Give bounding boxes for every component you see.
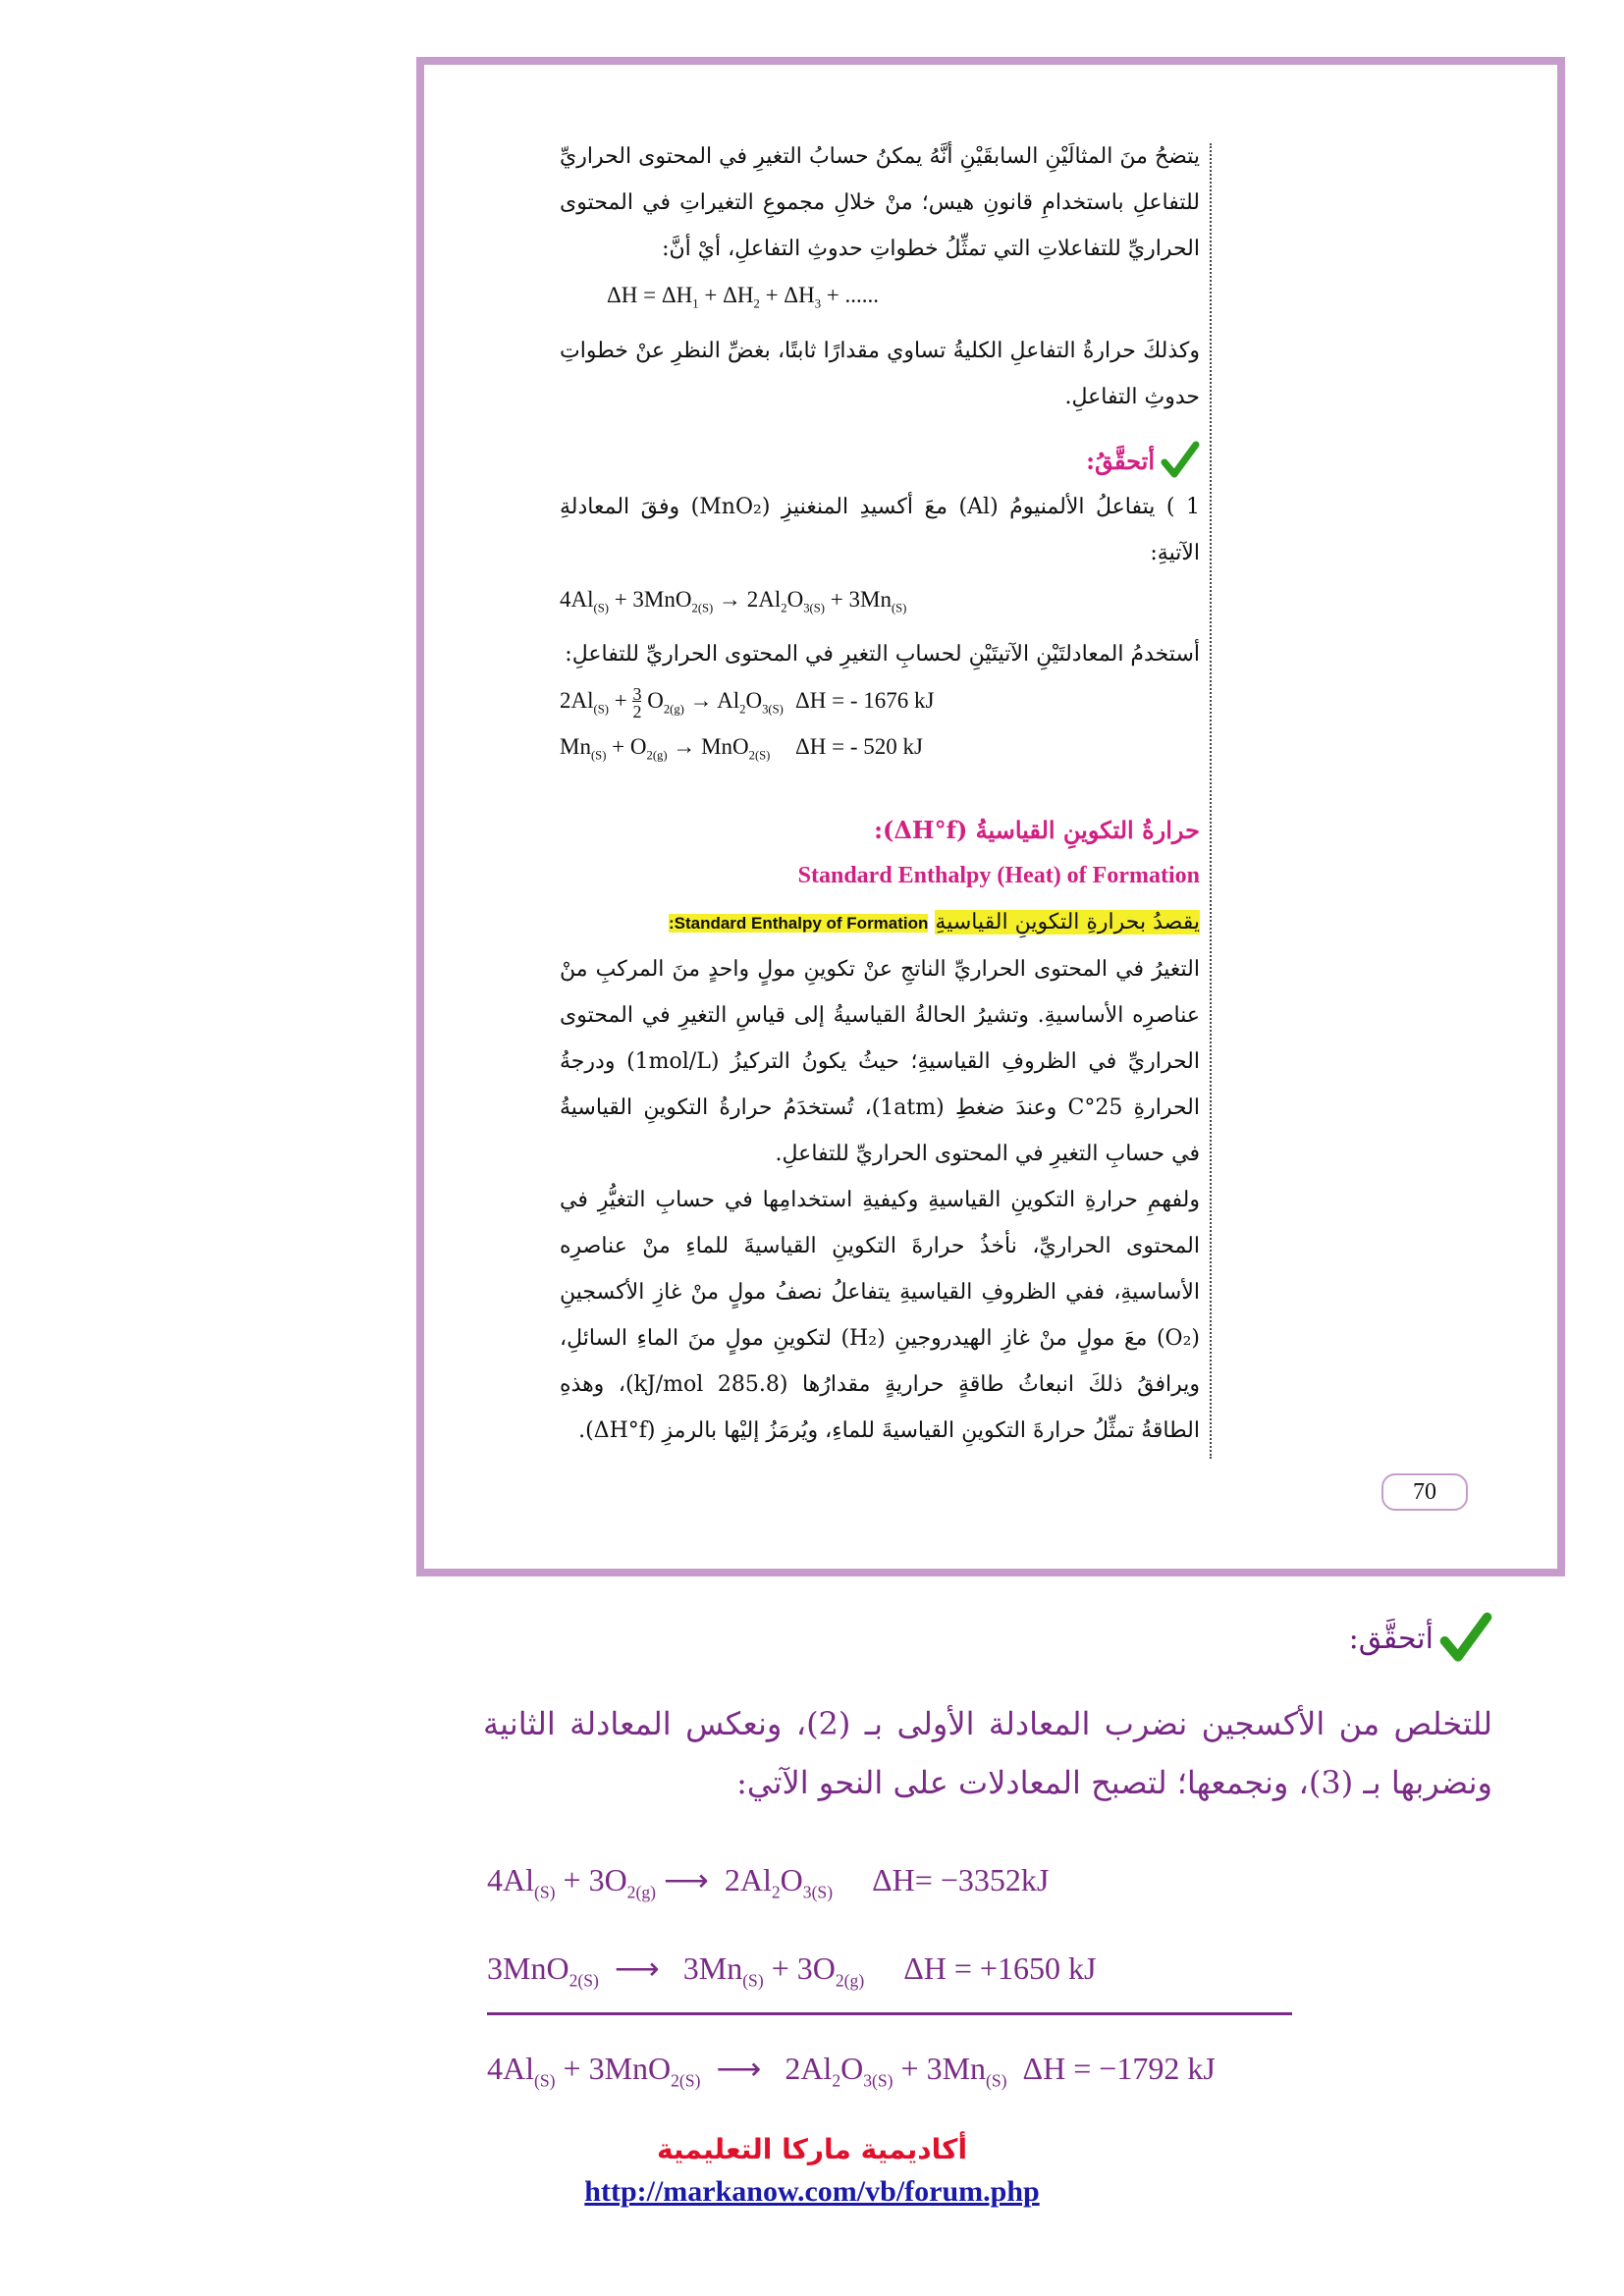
solution-heading xyxy=(1349,1612,1492,1665)
check-title: أتحقَّقُ: xyxy=(1086,446,1155,475)
checkmark-icon xyxy=(1439,1612,1492,1665)
textbook-page xyxy=(416,57,1565,1576)
checkmark-icon xyxy=(1161,441,1200,480)
intro-paragraph: يتضحُ منَ المثالَيْنِ السابقَيْنِ أنَّهُ يمكنُ حسابُ التغيرِ في المحتوى الحراريِّ للتفاعلِ باستخدامِ قانونِ هيس؛ منْ خلالِ مجموعِ التغيراتِ في المحتوى الحراريِّ للتفاعلاتِ التي تمثِّلُ خطواتِ حدوثِ التفاعلِ، أيْ أنَّ: xyxy=(560,144,1200,261)
given-dh-2: ΔH = - 520 kJ xyxy=(795,734,923,760)
sum-line xyxy=(487,2012,1292,2015)
column-rule xyxy=(1210,143,1212,1459)
solution-dh-2: ΔH = +1650 kJ xyxy=(903,1950,1097,1986)
solution-equation-1: $4Al_{(S)} + 3O_{2(g)}$ ⟶ $2Al_2O_{3(S)}$ ΔH= −3352kJ xyxy=(487,1862,1050,1902)
question-text-2: أستخدمُ المعادلتَيْنِ الآتيتَيْنِ لحسابِ التغيرِ في المحتوى الحراريِّ للتفاعلِ: xyxy=(565,642,1200,667)
section-title-ar: حرارةُ التكوينِ القياسيةُ (ΔH°f): xyxy=(874,816,1200,845)
reaction-equation: $4Al_{(S)} + 3MnO_{2(S)} \to 2Al_2O_{3(S)} + 3Mn_{(S)}$ xyxy=(560,586,907,615)
solution-dh-3: ΔH = −1792 kJ xyxy=(1022,2051,1216,2086)
given-equation-2: $Mn_{(S)} + O_{2(g)} \to MnO_{2(S)}$ ΔH = - 520 kJ xyxy=(560,723,1200,770)
solution-equation-2: 3MnO$_{2(S)}$ ⟶ $3Mn_{(S)} + 3O_{2(g)}$ ΔH = +1650 kJ xyxy=(487,1950,1097,1991)
definition-ar: يقصدُ بحرارةِ التكوينِ القياسيةِ xyxy=(935,910,1200,935)
check-heading xyxy=(560,438,1200,484)
water-example: ولفهمِ حرارةِ التكوينِ القياسيةِ وكيفيةِ استخدامِها في حسابِ التغيُّرِ في المحتوى الحراريِّ، نأخذُ حرارةَ التكوينِ القياسيةَ للماءِ منْ عناصرِه الأساسيةِ، ففي الظروفِ القياسيةِ يتفاعلُ نصفُ مولٍ منْ غازِ الأكسجينِ (O₂) معَ مولٍ منْ غازِ الهيدروجينِ (H₂) لتكوينِ مولٍ منَ الماءِ السائلِ، ويرافقُ ذلكَ انبعاثُ طاقةٍ حراريةٍ مقدارُها (285.8 kJ/mol)، وهذهِ الطاقةُ تمثِّلُ حرارةَ التكوينِ القياسيةَ للماءِ، ويُرمَزُ إليْها بالرمزِ (ΔH°f). xyxy=(560,1188,1200,1444)
given-equation-1: $2Al_{(S)} + 3$ 2 $O_{2(g)} \to Al_2O_{3(S)}$ ΔH = - 1676 kJ xyxy=(560,677,1200,723)
question-text: 1 ) يتفاعلُ الألمنيومُ (Al) معَ أكسيدِ المنغنيزِ (MnO₂) وفقَ المعادلةِ الآتيةِ: xyxy=(560,494,1201,565)
solution-text: للتخلص من الأكسجين نضرب المعادلة الأولى بـ (2)، ونعكس المعادلة الثانية ونضربها بـ (3)، ونجمعها؛ لتصبح المعادلات على النحو الآتي: xyxy=(483,1705,1492,1801)
intro-paragraph-2: وكذلكَ حرارةُ التفاعلِ الكليةُ تساوي مقدارًا ثابتًا، بغضِّ النظرِ عنْ خطواتِ حدوثِ التفاعلِ. xyxy=(560,338,1200,409)
definition-line xyxy=(560,899,1200,946)
solution-equation-3: $4Al_{(S)} + 3MnO_{2(S)}$ ⟶ $2Al_2O_{3(S)} + 3Mn_{(S)}$ ΔH = −1792 kJ xyxy=(487,2051,1216,2091)
definition-body: التغيرُ في المحتوى الحراريِّ الناتجِ عنْ تكوينِ مولٍ واحدٍ منَ المركبِ منْ عناصرِه الأساسيةِ. وتشيرُ الحالةُ القياسيةُ إلى قياسِ التغيرِ في المحتوى الحراريِّ في الظروفِ القياسيةِ؛ حيثُ يكونُ التركيزُ (1mol/L) ودرجةُ الحرارةِ 25°C وعندَ ضغطِ (1atm)، تُستخدَمُ حرارةُ التكوينِ القياسيةُ في حسابِ التغيرِ في المحتوى الحراريِّ للتفاعلِ. xyxy=(560,957,1200,1167)
definition-en: Standard Enthalpy of Formation: xyxy=(668,914,929,934)
hess-equation: $\Delta H = \Delta H_1 + \Delta H_2 + \Delta H_3$ + ...... xyxy=(607,283,879,311)
section-title-en: Standard Enthalpy (Heat) of Formation xyxy=(797,863,1200,889)
academy-name: أكاديمية ماركا التعليمية xyxy=(656,2133,968,2165)
given-dh-1: ΔH = - 1676 kJ xyxy=(795,688,935,714)
forum-link[interactable]: http://markanow.com/vb/forum.php xyxy=(584,2175,1040,2208)
solution-dh-1: ΔH= −3352kJ xyxy=(872,1862,1050,1897)
solution-title: أتحقَّق: xyxy=(1348,1621,1434,1656)
text-column xyxy=(560,133,1200,1454)
page-number: 70 xyxy=(1381,1473,1468,1511)
